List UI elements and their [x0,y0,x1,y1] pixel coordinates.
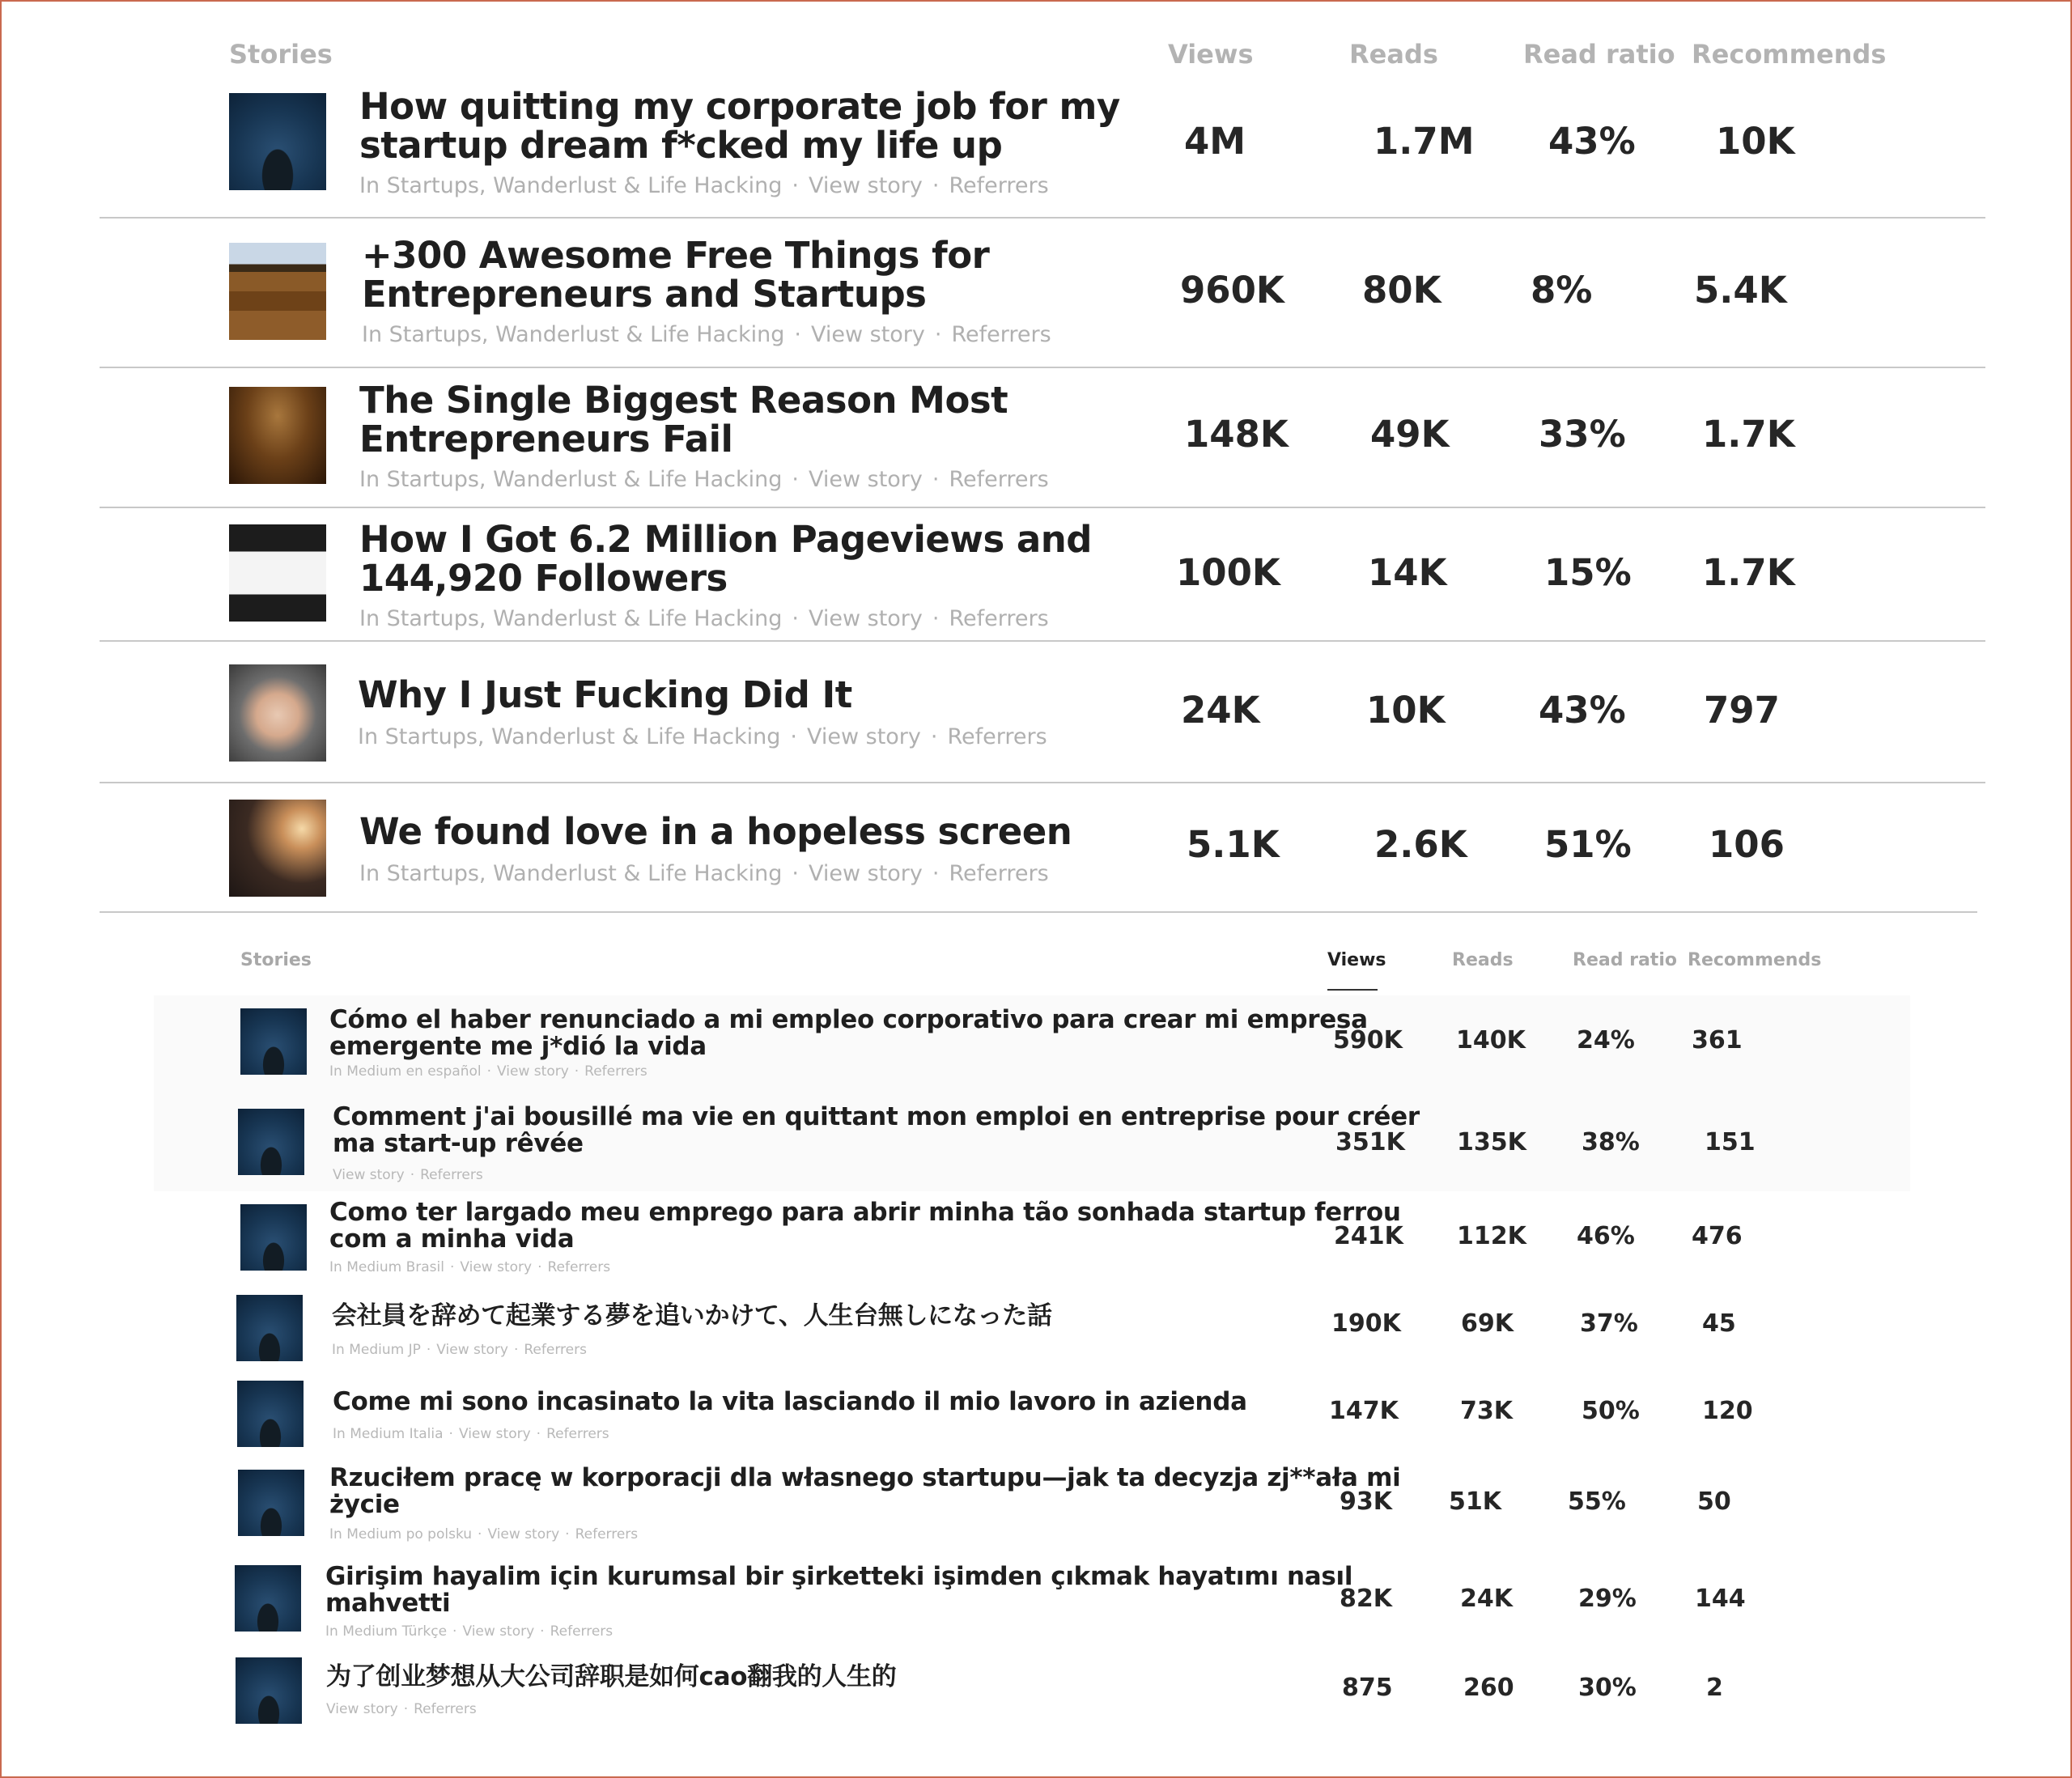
story-thumbnail[interactable] [235,1565,301,1632]
read-ratio-value: 33% [1539,413,1626,456]
view-story-link[interactable]: View story [808,861,923,886]
referrers-link[interactable]: Referrers [584,1063,648,1080]
header-reads[interactable]: Reads [1452,950,1514,970]
referrers-link[interactable]: Referrers [951,322,1051,347]
story-row [100,368,1985,508]
referrers-link[interactable]: Referrers [949,467,1049,492]
views-value: 4M [1184,120,1246,163]
story-thumbnail[interactable] [229,387,326,484]
story-meta: In Medium po polsku · View story · Referrers [329,1526,639,1542]
read-ratio-value: 15% [1544,551,1632,594]
publication-link[interactable]: In Medium JP [332,1342,421,1358]
recommends-value: 2 [1706,1674,1723,1702]
view-story-link[interactable]: View story [458,1426,531,1442]
story-row [100,219,1985,368]
publication-link[interactable]: In Medium Türkçe [325,1623,448,1640]
header-views[interactable]: Views [1168,39,1254,70]
story-row [154,1644,1910,1733]
view-story-link[interactable]: View story [808,173,923,198]
story-row [154,1191,1910,1280]
story-row [100,508,1985,642]
view-story-link[interactable]: View story [460,1259,533,1275]
story-thumbnail[interactable] [236,1295,303,1361]
active-sort-underline [1327,989,1378,991]
reads-value: 69K [1461,1309,1514,1338]
story-title[interactable]: How I Got 6.2 Million Pageviews and 144,920 Followers [359,518,1093,600]
header-stories[interactable]: Stories [240,950,312,970]
referrers-link[interactable]: Referrers [524,1342,587,1358]
story-meta: In Startups, Wanderlust & Life Hacking · View story · Referrers [359,173,1049,198]
header-recommends[interactable]: Recommends [1692,39,1887,70]
story-thumbnail[interactable] [238,1470,304,1536]
views-value: 82K [1340,1585,1392,1613]
views-value: 93K [1340,1487,1392,1516]
top-table-header [0,31,2072,79]
referrers-link[interactable]: Referrers [949,606,1049,631]
publication-link[interactable]: In Startups, Wanderlust & Life Hacking [359,606,783,631]
reads-value: 1.7M [1374,120,1475,163]
story-title[interactable]: The Single Biggest Reason Most Entrepreneurs Fail [359,379,1008,460]
story-meta: In Startups, Wanderlust & Life Hacking · View story · Referrers [362,322,1051,347]
views-value: 100K [1176,551,1280,594]
read-ratio-value: 43% [1539,689,1626,732]
view-story-link[interactable]: View story [806,724,921,749]
reads-value: 140K [1456,1026,1526,1054]
story-meta: View story · Referrers [326,1701,477,1717]
header-reads[interactable]: Reads [1349,39,1438,70]
story-row [154,1096,1910,1191]
story-row [154,1547,1910,1644]
recommends-value: 45 [1702,1309,1736,1338]
publication-link[interactable]: In Startups, Wanderlust & Life Hacking [362,322,785,347]
reads-value: 73K [1460,1397,1513,1425]
story-meta: In Medium en español · View story · Referrers [329,1063,648,1080]
recommends-value: 797 [1704,689,1780,732]
header-views-active[interactable]: Views [1327,950,1386,970]
views-value: 24K [1181,689,1260,732]
reads-value: 135K [1457,1128,1526,1156]
read-ratio-value: 8% [1531,269,1593,312]
views-value: 351K [1335,1128,1405,1156]
reads-value: 80K [1362,269,1441,312]
reads-value: 112K [1457,1222,1526,1250]
story-row [100,642,1985,783]
row-divider [100,911,1977,913]
story-title[interactable]: 为了创业梦想从大公司辞职是如何cao翻我的人生的 [326,1662,897,1691]
publication-link[interactable]: In Medium Italia [333,1426,444,1442]
story-row [100,783,1977,913]
story-meta: In Medium Brasil · View story · Referrers [329,1259,611,1275]
view-story-link[interactable]: View story [487,1526,560,1542]
reads-value: 2.6K [1374,823,1467,866]
publication-link[interactable]: In Medium Brasil [329,1259,444,1275]
views-value: 148K [1184,413,1289,456]
view-story-link[interactable]: View story [810,322,925,347]
views-value: 960K [1180,269,1284,312]
story-meta: In Startups, Wanderlust & Life Hacking · View story · Referrers [359,861,1049,886]
referrers-link[interactable]: Referrers [550,1623,614,1640]
read-ratio-value: 37% [1580,1309,1638,1338]
publication-link[interactable]: In Startups, Wanderlust & Life Hacking [358,724,781,749]
header-read-ratio[interactable]: Read ratio [1573,950,1677,970]
story-title[interactable]: Girişim hayalim için kurumsal bir şirketteki işimden çıkmak hayatımı nasıl mahvetti [325,1562,1353,1618]
story-meta: In Medium Italia · View story · Referrers [333,1426,609,1442]
story-meta: In Startups, Wanderlust & Life Hacking · View story · Referrers [359,606,1049,631]
story-thumbnail[interactable] [229,93,326,190]
story-meta: In Startups, Wanderlust & Life Hacking · View story · Referrers [359,467,1049,492]
story-title[interactable]: Cómo el haber renunciado a mi empleo corporativo para crear mi empresa emergente me j*dió la vida [329,1005,1368,1061]
read-ratio-value: 29% [1578,1585,1637,1613]
reads-value: 24K [1460,1585,1513,1613]
read-ratio-value: 51% [1544,823,1632,866]
referrers-link[interactable]: Referrers [546,1426,609,1442]
referrers-link[interactable]: Referrers [575,1526,639,1542]
recommends-value: 361 [1692,1026,1743,1054]
recommends-value: 1.7K [1702,551,1795,594]
story-title[interactable]: How quitting my corporate job for my startup dream f*cked my life up [359,85,1120,167]
story-thumbnail[interactable] [229,524,326,622]
story-thumbnail[interactable] [240,1204,307,1271]
reads-value: 51K [1449,1487,1501,1516]
read-ratio-value: 30% [1578,1674,1637,1702]
story-row [154,1280,1910,1368]
view-story-link[interactable]: View story [326,1701,398,1717]
view-story-link[interactable]: View story [808,606,923,631]
story-thumbnail[interactable] [236,1657,302,1724]
recommends-value: 5.4K [1694,269,1787,312]
publication-link[interactable]: In Medium en español [329,1063,482,1080]
views-value: 241K [1334,1222,1403,1250]
recommends-value: 1.7K [1702,413,1795,456]
publication-link[interactable]: In Startups, Wanderlust & Life Hacking [359,467,783,492]
publication-link[interactable]: In Startups, Wanderlust & Life Hacking [359,173,783,198]
view-story-link[interactable]: View story [333,1167,405,1183]
recommends-value: 106 [1709,823,1785,866]
story-title[interactable]: Come mi sono incasinato la vita lasciando il mio lavoro in azienda [333,1387,1247,1416]
views-value: 590K [1333,1026,1403,1054]
story-title[interactable]: We found love in a hopeless screen [359,810,1072,853]
header-stories[interactable]: Stories [229,39,333,70]
story-row [154,1457,1910,1547]
story-thumbnail[interactable] [229,664,326,762]
views-value: 190K [1331,1309,1401,1338]
read-ratio-value: 50% [1582,1397,1640,1425]
story-thumbnail[interactable] [240,1008,307,1075]
story-title[interactable]: Como ter largado meu emprego para abrir minha tão sonhada startup ferrou com a minha vida [329,1198,1401,1254]
bottom-table-header [0,947,2072,995]
read-ratio-value: 55% [1568,1487,1626,1516]
recommends-value: 476 [1692,1222,1743,1250]
story-meta: In Medium JP · View story · Referrers [332,1342,587,1358]
referrers-link[interactable]: Referrers [547,1259,611,1275]
story-thumbnail[interactable] [238,1109,304,1175]
read-ratio-value: 43% [1548,120,1636,163]
story-title[interactable]: Comment j'ai bousillé ma vie en quittant mon emploi en entreprise pour créer ma start-up rêvée [333,1102,1420,1158]
story-title[interactable]: 会社員を辞めて起業する夢を追いかけて、人生台無しになった話 [332,1301,1052,1330]
reads-value: 260 [1463,1674,1514,1702]
view-story-link[interactable]: View story [808,467,923,492]
views-value: 147K [1329,1397,1399,1425]
referrers-link[interactable]: Referrers [420,1167,483,1183]
story-title[interactable]: +300 Awesome Free Things for Entrepreneurs and Startups [362,234,990,316]
view-story-link[interactable]: View story [436,1342,508,1358]
story-row [154,1368,1910,1457]
reads-value: 14K [1368,551,1447,594]
story-title[interactable]: Rzuciłem pracę w korporacji dla własnego startupu—jak ta decyzja zj**ała mi życie [329,1463,1401,1519]
views-value: 875 [1342,1674,1393,1702]
publication-link[interactable]: In Medium po polsku [329,1526,473,1542]
reads-value: 49K [1370,413,1450,456]
reads-value: 10K [1366,689,1446,732]
read-ratio-value: 46% [1577,1222,1635,1250]
story-row [154,995,1910,1096]
header-read-ratio[interactable]: Read ratio [1523,39,1675,70]
story-thumbnail[interactable] [237,1381,304,1447]
view-story-link[interactable]: View story [462,1623,535,1640]
header-recommends[interactable]: Recommends [1688,950,1822,970]
story-meta: In Medium Türkçe · View story · Referrers [325,1623,614,1640]
read-ratio-value: 24% [1577,1026,1635,1054]
story-meta: In Startups, Wanderlust & Life Hacking · View story · Referrers [358,724,1047,749]
publication-link[interactable]: In Startups, Wanderlust & Life Hacking [359,861,783,886]
referrers-link[interactable]: Referrers [949,861,1049,886]
recommends-value: 151 [1705,1128,1756,1156]
referrers-link[interactable]: Referrers [947,724,1047,749]
story-title[interactable]: Why I Just Fucking Did It [358,673,852,716]
story-row [100,79,1985,219]
recommends-value: 50 [1697,1487,1731,1516]
story-meta: View story · Referrers [333,1167,483,1183]
recommends-value: 144 [1695,1585,1746,1613]
story-thumbnail[interactable] [229,800,326,897]
recommends-value: 120 [1702,1397,1753,1425]
referrers-link[interactable]: Referrers [414,1701,477,1717]
story-thumbnail[interactable] [229,243,326,340]
view-story-link[interactable]: View story [497,1063,569,1080]
recommends-value: 10K [1716,120,1795,163]
referrers-link[interactable]: Referrers [949,173,1049,198]
read-ratio-value: 38% [1582,1128,1640,1156]
views-value: 5.1K [1187,823,1280,866]
